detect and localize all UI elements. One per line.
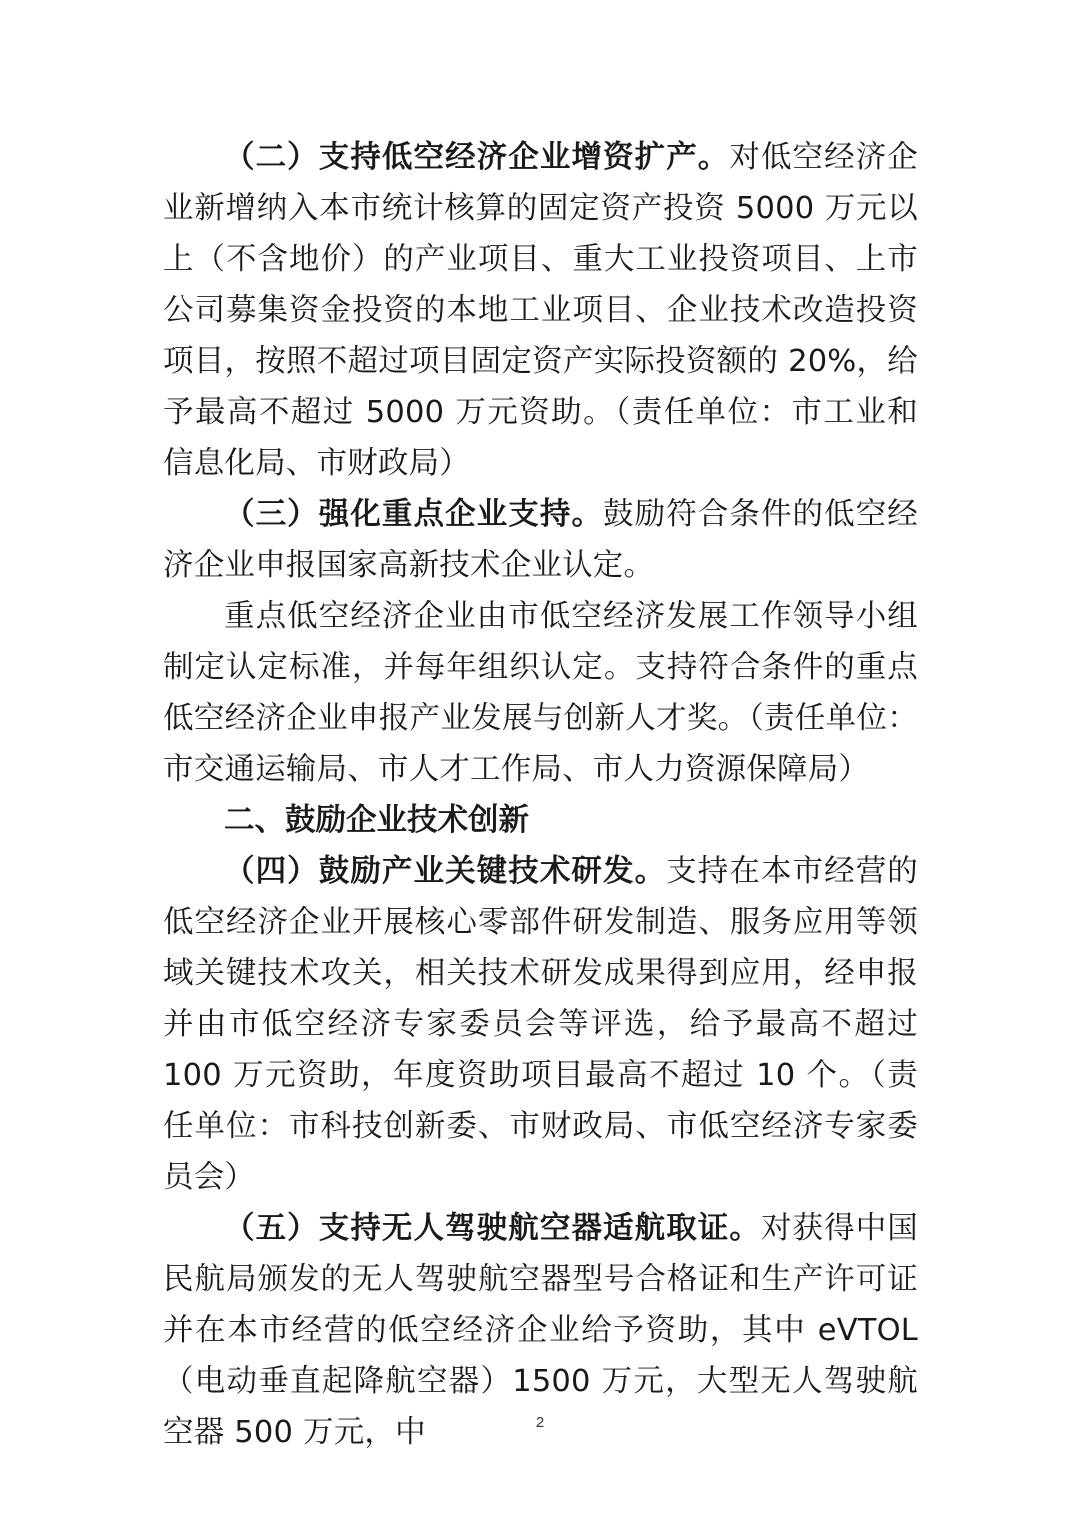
page-number: 2 bbox=[535, 1414, 545, 1431]
paragraph-body: 鼓励符合条件的低空经济企业申报国家高新技术企业认定。 bbox=[163, 497, 918, 583]
document-body bbox=[163, 132, 918, 1458]
paragraph-lead: （五）支持无人驾驶航空器适航取证。 bbox=[224, 1210, 761, 1246]
paragraph-lead: （二）支持低空经济企业增资扩产。 bbox=[224, 139, 730, 175]
paragraph-support-expansion bbox=[163, 132, 918, 489]
paragraph-body: 对低空经济企业新增纳入本市统计核算的固定资产投资 5000 万元以上（不含地价）的产业项目、重大工业投资项目、上市公司募集资金投资的本地工业项目、企业技术改造投资项目，按照不超过项目固定资产实际投资额的 20%，给予最高不超过 5000 万元资助。（责任单位：市工业和信息化局、市财政局） bbox=[163, 140, 919, 481]
paragraph-lead: （三）强化重点企业支持。 bbox=[224, 496, 604, 532]
paragraph-key-enterprises bbox=[163, 489, 918, 591]
paragraph-body: 对获得中国民航局颁发的无人驾驶航空器型号合格证和生产许可证并在本市经营的低空经济企业给予资助，其中 eVTOL（电动垂直起降航空器）1500 万元，大型无人驾驶航空器 500 万元，中 bbox=[163, 1211, 918, 1450]
paragraph-body: 重点低空经济企业由市低空经济发展工作领导小组制定认定标准，并每年组织认定。支持符合条件的重点低空经济企业申报产业发展与创新人才奖。（责任单位：市交通运输局、市人才工作局、市人力资源保障局） bbox=[163, 599, 918, 787]
paragraph-lead: （四）鼓励产业关键技术研发。 bbox=[224, 853, 667, 889]
paragraph-key-tech-rd bbox=[163, 846, 918, 1203]
section-heading-tech-innovation: 二、鼓励企业技术创新 bbox=[224, 803, 529, 838]
paragraph-key-enterprise-criteria bbox=[163, 591, 918, 795]
paragraph-body: 支持在本市经营的低空经济企业开展核心零部件研发制造、服务应用等领域关键技术攻关，相关技术研发成果得到应用，经申报并由市低空经济专家委员会等评选，给予最高不超过 100 万元资助，年度资助项目最高不超过 10 个。（责任单位：市科技创新委、市财政局、市低空经济专家委员会） bbox=[163, 854, 918, 1195]
